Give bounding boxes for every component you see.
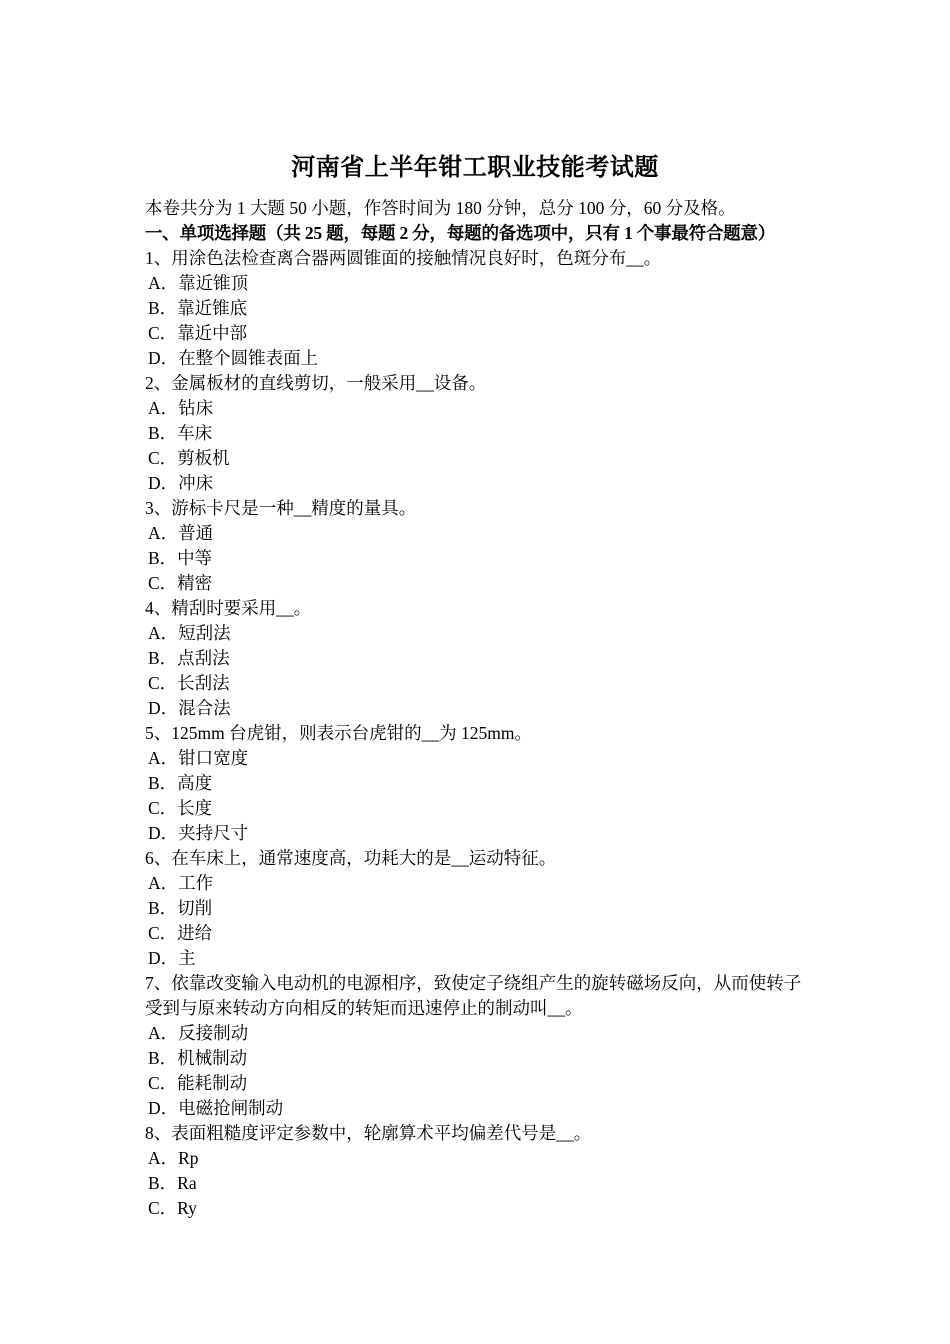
- question-stem: 5、125mm 台虎钳，则表示台虎钳的__为 125mm。: [145, 723, 532, 743]
- question-1: [145, 246, 815, 371]
- option-a: A．反接制动: [148, 1023, 249, 1043]
- question-stem: 6、在车床上，通常速度高，功耗大的是__运动特征。: [145, 848, 557, 868]
- question-stem: 1、用涂色法检查离合器两圆锥面的接触情况良好时，色斑分布__。: [145, 248, 662, 268]
- option-a: A．普通: [148, 523, 214, 543]
- option-b: B．高度: [148, 773, 213, 793]
- option-c: C．剪板机: [148, 448, 230, 468]
- option-d: D．在整个圆锥表面上: [148, 348, 319, 368]
- option-d: D．夹持尺寸: [148, 823, 249, 843]
- question-3: [145, 496, 815, 596]
- option-d: D．主: [148, 948, 196, 968]
- option-b: B．Ra: [148, 1173, 197, 1193]
- question-7: [145, 971, 815, 1121]
- question-stem: 3、游标卡尺是一种__精度的量具。: [145, 498, 417, 518]
- section-heading: 一、单项选择题（共 25 题，每题 2 分，每题的备选项中，只有 1 个事最符合题意）: [145, 223, 776, 243]
- option-c: C．长刮法: [148, 673, 230, 693]
- option-a: A．工作: [148, 873, 214, 893]
- option-c: C．Ry: [148, 1198, 197, 1218]
- option-c: C．能耗制动: [148, 1073, 248, 1093]
- option-c: C．进给: [148, 923, 213, 943]
- option-b: B．靠近锥底: [148, 298, 248, 318]
- question-5: [145, 721, 815, 846]
- question-8: [145, 1121, 815, 1221]
- document-title: 河南省上半年钳工职业技能考试题: [291, 155, 659, 181]
- question-stem: 2、金属板材的直线剪切，一般采用__设备。: [145, 373, 487, 393]
- option-d: D．电磁抢闸制动: [148, 1098, 284, 1118]
- option-d: D．冲床: [148, 473, 214, 493]
- question-stem: 7、依靠改变输入电动机的电源相序，致使定子绕组产生的旋转磁场反向，从而使转子受到与原来转动方向相反的转矩而迅速停止的制动叫__。: [145, 973, 802, 1018]
- option-a: A．Rp: [148, 1148, 199, 1168]
- option-b: B．车床: [148, 423, 213, 443]
- option-c: C．长度: [148, 798, 213, 818]
- option-d: D．混合法: [148, 698, 231, 718]
- exam-intro: 本卷共分为 1 大题 50 小题，作答时间为 180 分钟，总分 100 分，60 分及格。: [145, 198, 736, 218]
- option-b: B．机械制动: [148, 1048, 248, 1068]
- option-b: B．切削: [148, 898, 213, 918]
- question-4: [145, 596, 815, 721]
- question-2: [145, 371, 815, 496]
- option-c: C．精密: [148, 573, 213, 593]
- option-a: A．靠近锥顶: [148, 273, 249, 293]
- question-stem: 4、精刮时要采用__。: [145, 598, 312, 618]
- option-b: B．中等: [148, 548, 213, 568]
- question-6: [145, 846, 815, 971]
- option-a: A．短刮法: [148, 623, 231, 643]
- document-body: [145, 196, 815, 1221]
- option-a: A．钳口宽度: [148, 748, 249, 768]
- option-c: C．靠近中部: [148, 323, 248, 343]
- option-a: A．钻床: [148, 398, 214, 418]
- option-b: B．点刮法: [148, 648, 230, 668]
- question-stem: 8、表面粗糙度评定参数中，轮廓算术平均偏差代号是__。: [145, 1123, 592, 1143]
